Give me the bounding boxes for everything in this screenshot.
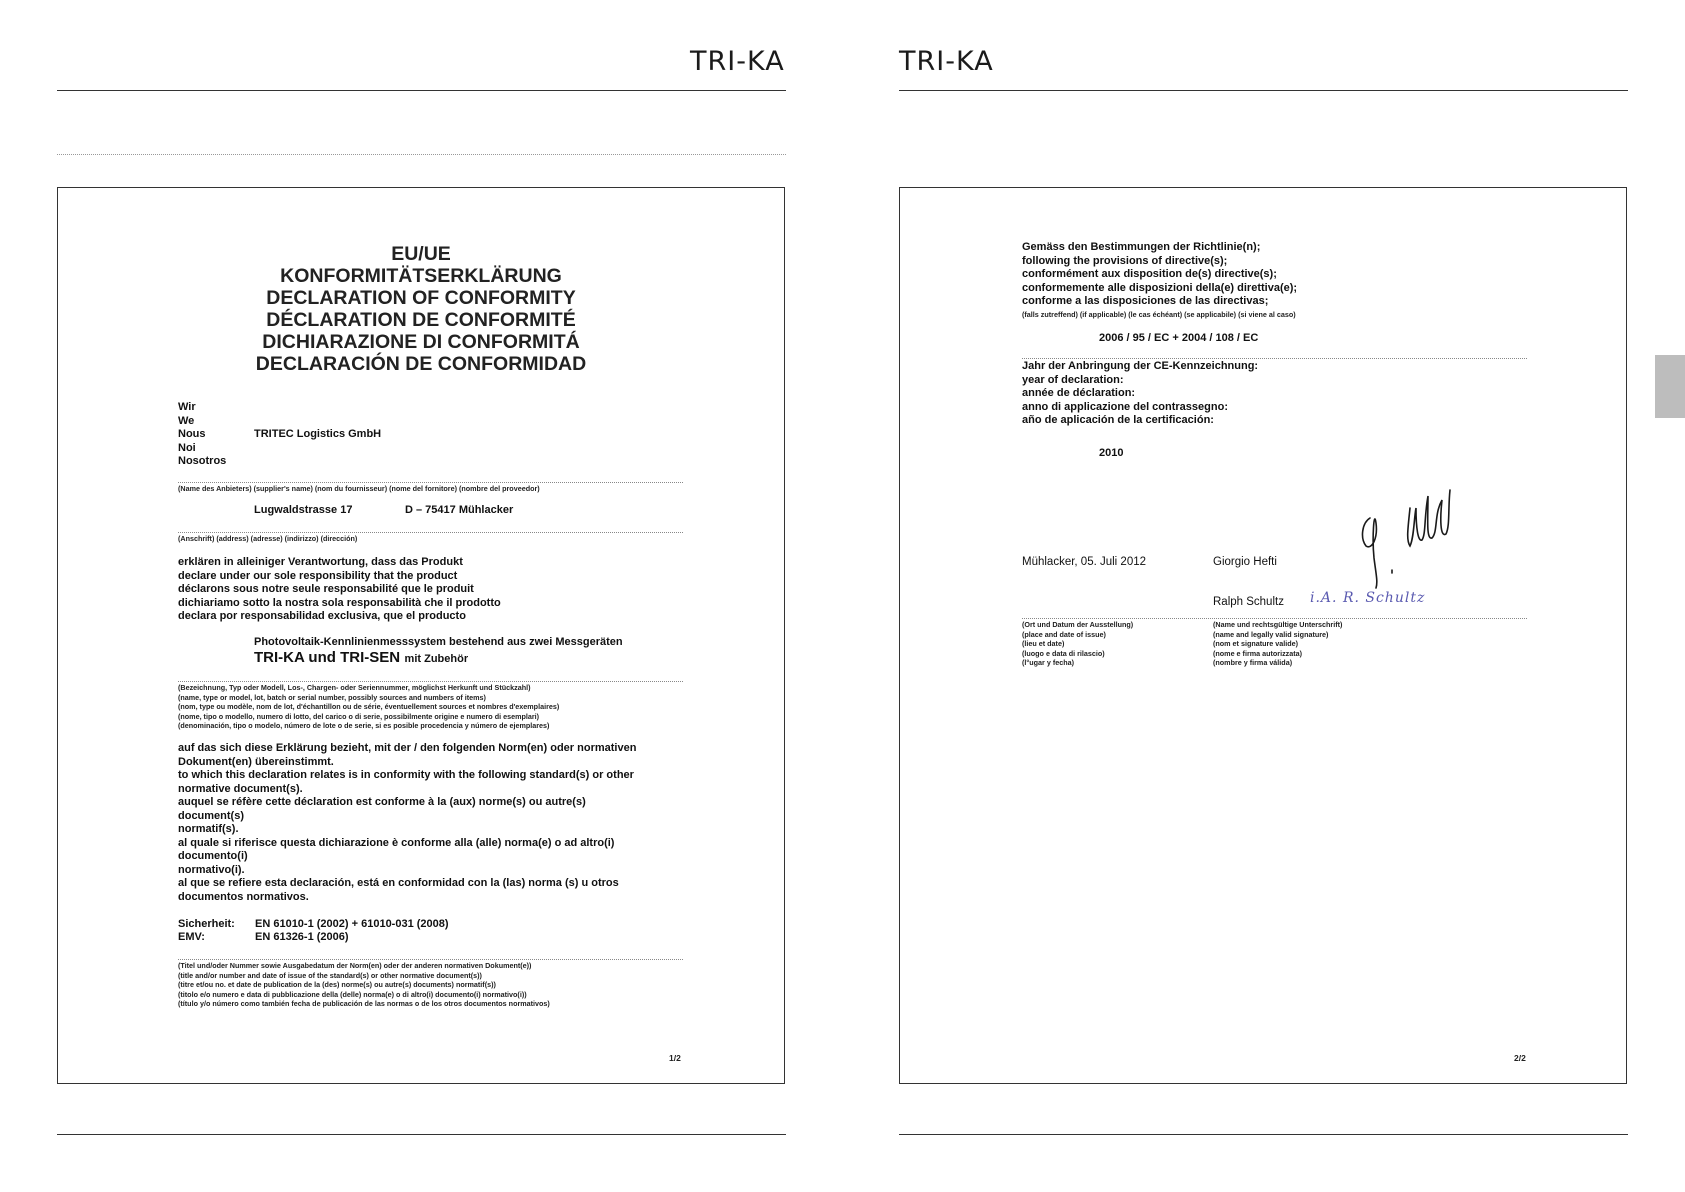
- dotted-divider: [57, 154, 786, 155]
- title-line: KONFORMITÄTSERKLÄRUNG: [280, 265, 562, 287]
- caption-line: (Ort und Datum der Ausstellung): [1022, 620, 1134, 629]
- directive-lines: [1022, 241, 1297, 309]
- conformity-line: al quale si riferisce questa dichiarazione è conforme alla (alle) norma(e) o ad altro(i): [178, 836, 615, 849]
- we-line: Nosotros: [178, 455, 227, 467]
- declare-line: dichiariamo sotto la nostra sola responsabilità che il prodotto: [178, 596, 501, 609]
- safety-standard: EN 61010-1 (2002) + 61010-031 (2008): [255, 918, 449, 930]
- caption-line: (Bezeichnung, Typ oder Modell, Los-, Chargen- oder Seriennummer, möglichst Herkunft und Stückzahl): [178, 683, 531, 692]
- place-date: Mühlacker, 05. Juli 2012: [1022, 556, 1147, 568]
- product-caption: [178, 683, 559, 731]
- caption-line: (titolo e/o numero e data di pubblicazione della (delle) norma(e) o di altro(i) documento(i) normativo(i)): [178, 989, 527, 999]
- we-line: Nous: [178, 428, 206, 440]
- street-address: Lugwaldstrasse 17: [254, 504, 353, 516]
- conformity-line: document(s): [178, 809, 244, 822]
- year-lines: [1022, 360, 1258, 428]
- header-rule-left: [57, 90, 786, 91]
- product-description: Photovoltaik-Kennlinienmesssystem bestehend aus zwei Messgeräten: [254, 636, 623, 648]
- signer-1-name: Giorgio Hefti: [1213, 556, 1277, 568]
- conformity-line: normatif(s).: [178, 823, 239, 835]
- field-line: [178, 532, 683, 533]
- declare-line: déclarons sous notre seule responsabilité que le produit: [178, 583, 474, 595]
- emc-label: EMV:: [178, 931, 205, 943]
- directive-caption: (falls zutreffend) (if applicable) (le cas échéant) (se applicabile) (si viene al caso): [1022, 310, 1296, 319]
- header-rule-right: [899, 90, 1628, 91]
- conformity-line: al que se refiere esta declaración, está en conformidad con la (las) norma (s) u otros: [178, 877, 619, 889]
- product-name: TRI-KA und TRI-SEN: [254, 649, 401, 666]
- conformity-line: normative document(s).: [178, 782, 303, 795]
- address-caption: (Anschrift) (address) (adresse) (indirizzo) (dirección): [178, 534, 358, 543]
- footer-rule-right: [899, 1134, 1628, 1135]
- caption-line: (denominación, tipo o modelo, número de lote o de serie, si es posible procedencia y número de ejemplares): [178, 721, 550, 731]
- conformity-line: normativo(i).: [178, 863, 245, 876]
- caption-line: (place and date of issue): [1022, 629, 1106, 639]
- city-address: D – 75417 Mühlacker: [405, 504, 514, 516]
- declaration-page-1: [57, 187, 785, 1084]
- declare-lines: [178, 556, 501, 624]
- caption-line: (name, type or model, lot, batch or serial number, possibly sources and numbers of items): [178, 692, 486, 702]
- conformity-line: auquel se réfère cette déclaration est conforme à la (aux) norme(s) ou autre(s): [178, 796, 586, 808]
- caption-line: (título y/o número como también fecha de publicación de las normas o de los otros documentos normativos): [178, 999, 550, 1009]
- emc-standard: EN 61326-1 (2006): [255, 931, 349, 943]
- title-line: DECLARATION OF CONFORMITY: [266, 287, 576, 309]
- field-line: [1022, 618, 1527, 619]
- safety-label: Sicherheit:: [178, 918, 235, 930]
- conformity-lines: [178, 742, 636, 904]
- side-tab[interactable]: [1655, 355, 1685, 418]
- declaration-year: 2010: [1099, 447, 1124, 459]
- product-name-row: [254, 649, 468, 667]
- field-line: [178, 681, 683, 682]
- conformity-line: auf das sich diese Erklärung bezieht, mit der / den folgenden Norm(en) oder normativen: [178, 742, 637, 754]
- caption-line: (nome e firma autorizzata): [1213, 648, 1303, 658]
- caption-line: (nom et signature valide): [1213, 639, 1299, 649]
- field-line: [1022, 358, 1527, 359]
- year-line: année de déclaration:: [1022, 387, 1136, 399]
- title-line: DECLARACIÓN DE CONFORMIDAD: [255, 353, 587, 375]
- declaration-title: [58, 243, 784, 375]
- standard-caption: [178, 961, 550, 1009]
- signature-2: i.A. R. Schultz: [1310, 590, 1426, 606]
- directive-line: Gemäss den Bestimmungen der Richtlinie(n);: [1022, 241, 1261, 253]
- supplier-name: TRITEC Logistics GmbH: [254, 428, 382, 440]
- directive-line: conforme a las disposiciones de las directivas;: [1022, 295, 1269, 307]
- year-line: anno di applicazione del contrassegno:: [1022, 400, 1228, 413]
- directive-numbers: 2006 / 95 / EC + 2004 / 108 / EC: [1099, 332, 1259, 344]
- title-line: EU/UE: [391, 243, 451, 265]
- declare-line: declara por responsabilidad exclusiva, que el producto: [178, 610, 466, 622]
- title-line: DICHIARAZIONE DI CONFORMITÁ: [262, 331, 580, 353]
- conformity-line: Dokument(en) übereinstimmt.: [178, 755, 334, 768]
- product-suffix: mit Zubehör: [404, 653, 469, 665]
- directive-line: conformément aux disposition de(s) directive(s);: [1022, 268, 1277, 280]
- conformity-line: documentos normativos.: [178, 890, 309, 903]
- place-caption: [1022, 620, 1133, 668]
- field-line: [178, 959, 683, 960]
- declare-line: erklären in alleiniger Verantwortung, dass das Produkt: [178, 556, 463, 568]
- we-line: We: [178, 414, 195, 427]
- directive-line: following the provisions of directive(s);: [1022, 254, 1228, 267]
- supplier-caption: (Name des Anbieters) (supplier's name) (nom du fournisseur) (nome del fornitore) (nombre del proveedor): [178, 484, 540, 493]
- title-line: DÉCLARATION DE CONFORMITÉ: [266, 309, 576, 331]
- caption-line: (Titel und/oder Nummer sowie Ausgabedatum der Norm(en) oder der anderen normativen Dokument(e)): [178, 961, 532, 970]
- declaration-page-2: [899, 187, 1627, 1084]
- name-caption: [1213, 620, 1342, 668]
- brand-logo-left: TRI-KA: [690, 46, 785, 77]
- year-line: año de aplicación de la certificación:: [1022, 414, 1214, 426]
- caption-line: (luogo e data di rilascio): [1022, 648, 1105, 658]
- year-line: year of declaration:: [1022, 373, 1124, 386]
- caption-line: (l°ugar y fecha): [1022, 658, 1075, 668]
- page-number: 2/2: [1514, 1053, 1526, 1063]
- caption-line: (name and legally valid signature): [1213, 629, 1329, 639]
- caption-line: (Name und rechtsgültige Unterschrift): [1213, 620, 1343, 629]
- we-lines: [178, 401, 226, 469]
- footer-rule-left: [57, 1134, 786, 1135]
- caption-line: (title and/or number and date of issue of the standard(s) or other normative document(s)): [178, 970, 482, 980]
- signer-2-name: Ralph Schultz: [1213, 596, 1284, 608]
- signature-1: [1352, 478, 1472, 588]
- caption-line: (nom, type ou modèle, nom de lot, d'échantillon ou de série, éventuellement sources et nombres d'exemplaires): [178, 702, 560, 712]
- caption-line: (lieu et date): [1022, 639, 1065, 649]
- conformity-line: to which this declaration relates is in conformity with the following standard(s) or other: [178, 769, 634, 781]
- declare-line: declare under our sole responsibility that the product: [178, 569, 458, 582]
- conformity-line: documento(i): [178, 850, 248, 862]
- brand-logo-right: TRI-KA: [899, 46, 994, 77]
- we-line: Wir: [178, 401, 196, 413]
- field-line: [178, 482, 683, 483]
- page-number: 1/2: [669, 1053, 681, 1063]
- caption-line: (nombre y firma válida): [1213, 658, 1293, 668]
- year-line: Jahr der Anbringung der CE-Kennzeichnung:: [1022, 360, 1259, 372]
- caption-line: (nome, tipo o modello, numero di lotto, del carico o di serie, possibilmente origine e numero di esemplari): [178, 711, 540, 721]
- caption-line: (titre et/ou no. et date de publication de la (des) norme(s) ou autre(s) documents) normatif(s)): [178, 980, 496, 990]
- directive-line: conformemente alle disposizioni della(e) direttiva(e);: [1022, 281, 1298, 294]
- we-line: Noi: [178, 441, 196, 454]
